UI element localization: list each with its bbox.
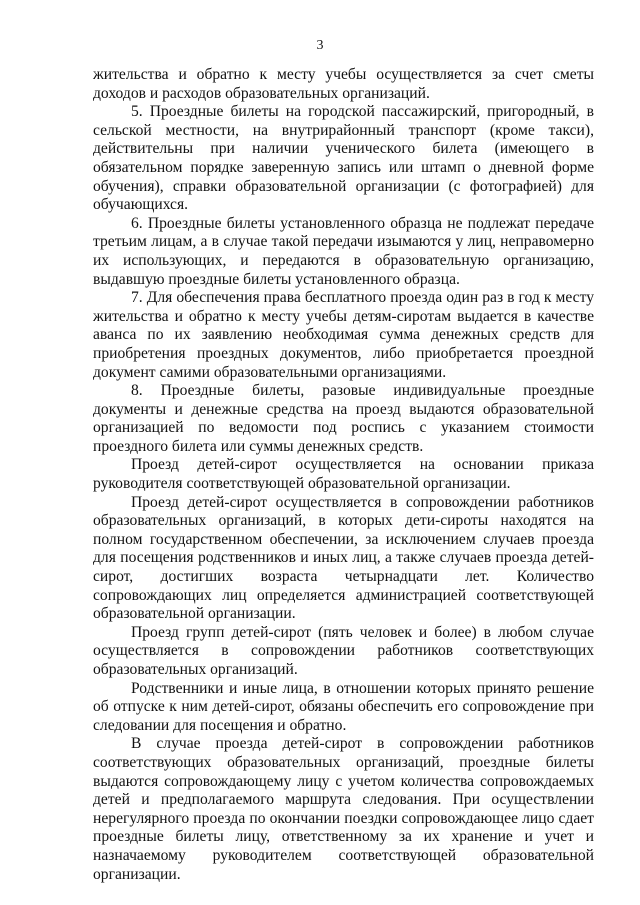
paragraph-order-basis: Проезд детей-сирот осуществляется на основании приказа руководителя соответствующей образовательной организации. bbox=[93, 456, 594, 493]
paragraph-item-5: 5. Проездные билеты на городской пассажирский, пригородный, в сельской местности, на внутрирайонный транспорт (кроме такси), действительны при наличии ученического билета (имеющего в обязательном порядке заверенную запись или штамп о дневной форме обучения), справки образовательной организации (с фотографией) для обучающихся. bbox=[93, 103, 594, 214]
paragraph-relatives: Родственники и иные лица, в отношении которых принято решение об отпуске к ним детей-сирот, обязаны обеспечить его сопровождение при следовании для посещения и обратно. bbox=[93, 679, 594, 734]
paragraph-item-6: 6. Проездные билеты установленного образца не подлежат передаче третьим лицам, а в случае такой передачи изымаются у лиц, неправомерно их использующих, и передаются в образовательную организацию, выдавшую проездные билеты установленного образца. bbox=[93, 214, 594, 288]
paragraph-group-travel: Проезд групп детей-сирот (пять человек и более) в любом случае осуществляется в сопровождении работников соответствующих образовательных организаций. bbox=[93, 623, 594, 678]
page-number: 3 bbox=[316, 38, 324, 53]
paragraph-item-8: 8. Проездные билеты, разовые индивидуальные проездные документы и денежные средства на проезд выдаются образовательной организацией по ведомости под роспись с указанием стоимости проездного билета или суммы денежных средств. bbox=[93, 382, 594, 455]
document-body bbox=[93, 66, 594, 884]
paragraph-continuation: жительства и обратно к месту учебы осуществляется за счет сметы доходов и расходов образовательных организаций. bbox=[93, 66, 594, 102]
paragraph-item-7: 7. Для обеспечения права бесплатного проезда один раз в год к месту жительства и обратно к месту учебы детям-сиротам выдается в качестве аванса по их заявлению необходимая сумма денежных средств для приобретения проездных документов, либо приобретается проездной документ самими образовательными организациями. bbox=[93, 289, 594, 381]
paragraph-escort-rules: Проезд детей-сирот осуществляется в сопровождении работников образовательных организаций, в которых дети-сироты находятся на полном государственном обеспечении, за исключением случаев проезда для посещения родственников и иных лиц, а также случаев проезда детей-сирот, достигших возраста четырнадцати лет. Количество сопровождающих лиц определяется администрацией соответствующей образовательной организации. bbox=[93, 493, 594, 623]
paragraph-ticket-issuance: В случае проезда детей-сирот в сопровождении работников соответствующих образовательных организаций, проездные билеты выдаются сопровождающему лицу с учетом количества сопровождаемых детей и предполагаемого маршрута следования. При осуществлении нерегулярного проезда по окончании поездки сопровождающее лицо сдает проездные билеты лицу, ответственному за их хранение и учет и назначаемому руководителем соответствующей образовательной организации. bbox=[93, 735, 594, 883]
